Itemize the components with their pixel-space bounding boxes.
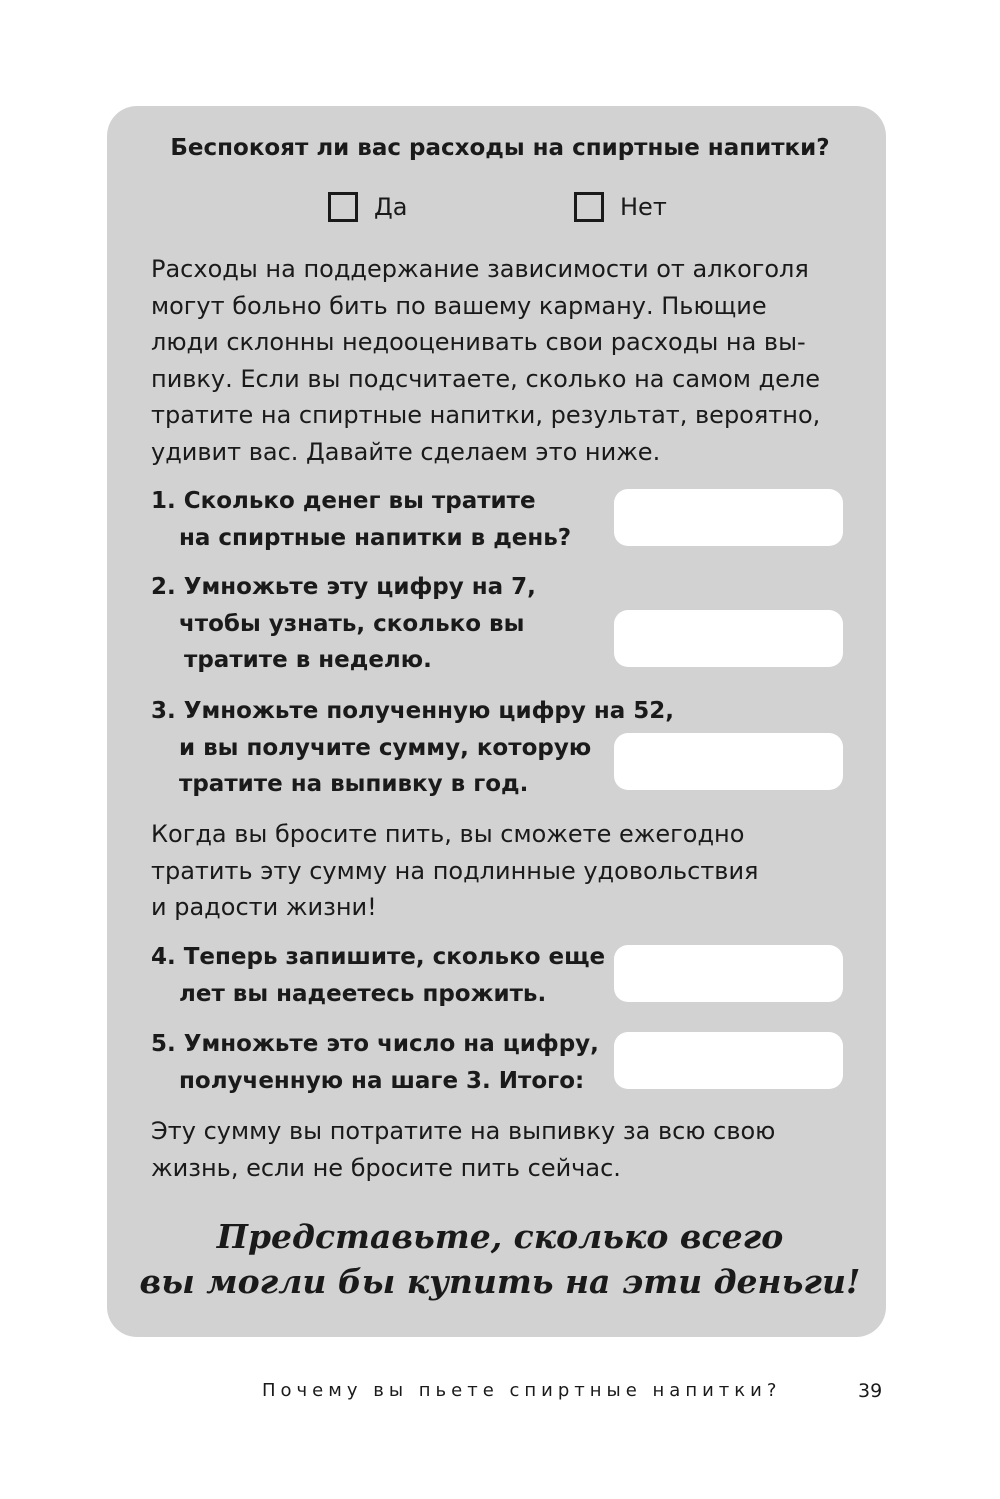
intro-paragraph xyxy=(151,251,820,470)
step-1-line: 1. Сколько денег вы тратите xyxy=(151,488,536,514)
option-no-label: Нет xyxy=(620,193,667,221)
step-4-answer-box[interactable] xyxy=(614,945,843,1002)
step-3-line: тратите на выпивку в год. xyxy=(179,771,529,797)
step-3-text xyxy=(151,693,674,803)
no-checkbox[interactable] xyxy=(574,192,604,222)
closing-line: вы могли бы купить на эти деньги! xyxy=(139,1262,861,1301)
step-2-answer-box[interactable] xyxy=(614,610,843,667)
outro-line: жизнь, если не бросите пить сейчас. xyxy=(151,1153,621,1182)
step-2-line: 2. Умножьте эту цифру на 7, xyxy=(151,574,536,600)
question-heading: Беспокоят ли вас расходы на спиртные напитки? xyxy=(170,135,830,161)
step-5-line: полученную на шаге 3. Итого: xyxy=(179,1067,585,1094)
middle-line: тратить эту сумму на подлинные удовольствия xyxy=(151,856,759,885)
running-footer-title: Почему вы пьете спиртные напитки? xyxy=(262,1380,782,1401)
option-no[interactable] xyxy=(574,192,667,222)
step-2-line: чтобы узнать, сколько вы xyxy=(179,610,525,637)
step-5-line: 5. Умножьте это число на цифру, xyxy=(151,1031,599,1057)
intro-line: пивку. Если вы подсчитаете, сколько на самом деле xyxy=(151,364,821,393)
step-3-answer-box[interactable] xyxy=(614,733,843,790)
middle-paragraph xyxy=(151,816,759,926)
step-1-line: на спиртные напитки в день? xyxy=(179,524,572,551)
step-4-line: лет вы надеетесь прожить. xyxy=(179,980,547,1007)
intro-line: могут больно бить по вашему карману. Пьющие xyxy=(151,291,767,320)
step-5-answer-box[interactable] xyxy=(614,1032,843,1089)
step-4-text xyxy=(151,939,605,1012)
outro-paragraph xyxy=(151,1113,775,1186)
closing-line: Представьте, сколько всего xyxy=(216,1217,784,1256)
answer-options xyxy=(0,192,1000,228)
middle-line: и радости жизни! xyxy=(151,893,377,921)
middle-line: Когда вы бросите пить, вы сможете ежегодно xyxy=(151,820,745,848)
step-1-answer-box[interactable] xyxy=(614,489,843,546)
step-4-line: 4. Теперь запишите, сколько еще xyxy=(151,944,606,970)
step-2-line: тратите в неделю. xyxy=(184,647,432,673)
step-1-text xyxy=(151,483,571,556)
step-5-text xyxy=(151,1026,599,1099)
yes-checkbox[interactable] xyxy=(328,192,358,222)
step-3-line: и вы получите сумму, которую xyxy=(179,734,592,761)
intro-line: тратите на спиртные напитки, результат, вероятно, xyxy=(151,401,821,429)
intro-line: Расходы на поддержание зависимости от алкоголя xyxy=(151,255,809,283)
outro-line: Эту сумму вы потратите на выпивку за всю свою xyxy=(151,1117,776,1145)
intro-line: люди склонны недооценивать свои расходы на вы- xyxy=(151,328,806,356)
step-2-text xyxy=(151,569,536,679)
option-yes-label: Да xyxy=(374,193,408,221)
closing-quote xyxy=(0,1214,1000,1304)
step-3-line: 3. Умножьте полученную цифру на 52, xyxy=(151,698,675,724)
page-number: 39 xyxy=(858,1380,883,1402)
option-yes[interactable] xyxy=(328,192,407,222)
intro-line: удивит вас. Давайте сделаем это ниже. xyxy=(151,437,661,466)
